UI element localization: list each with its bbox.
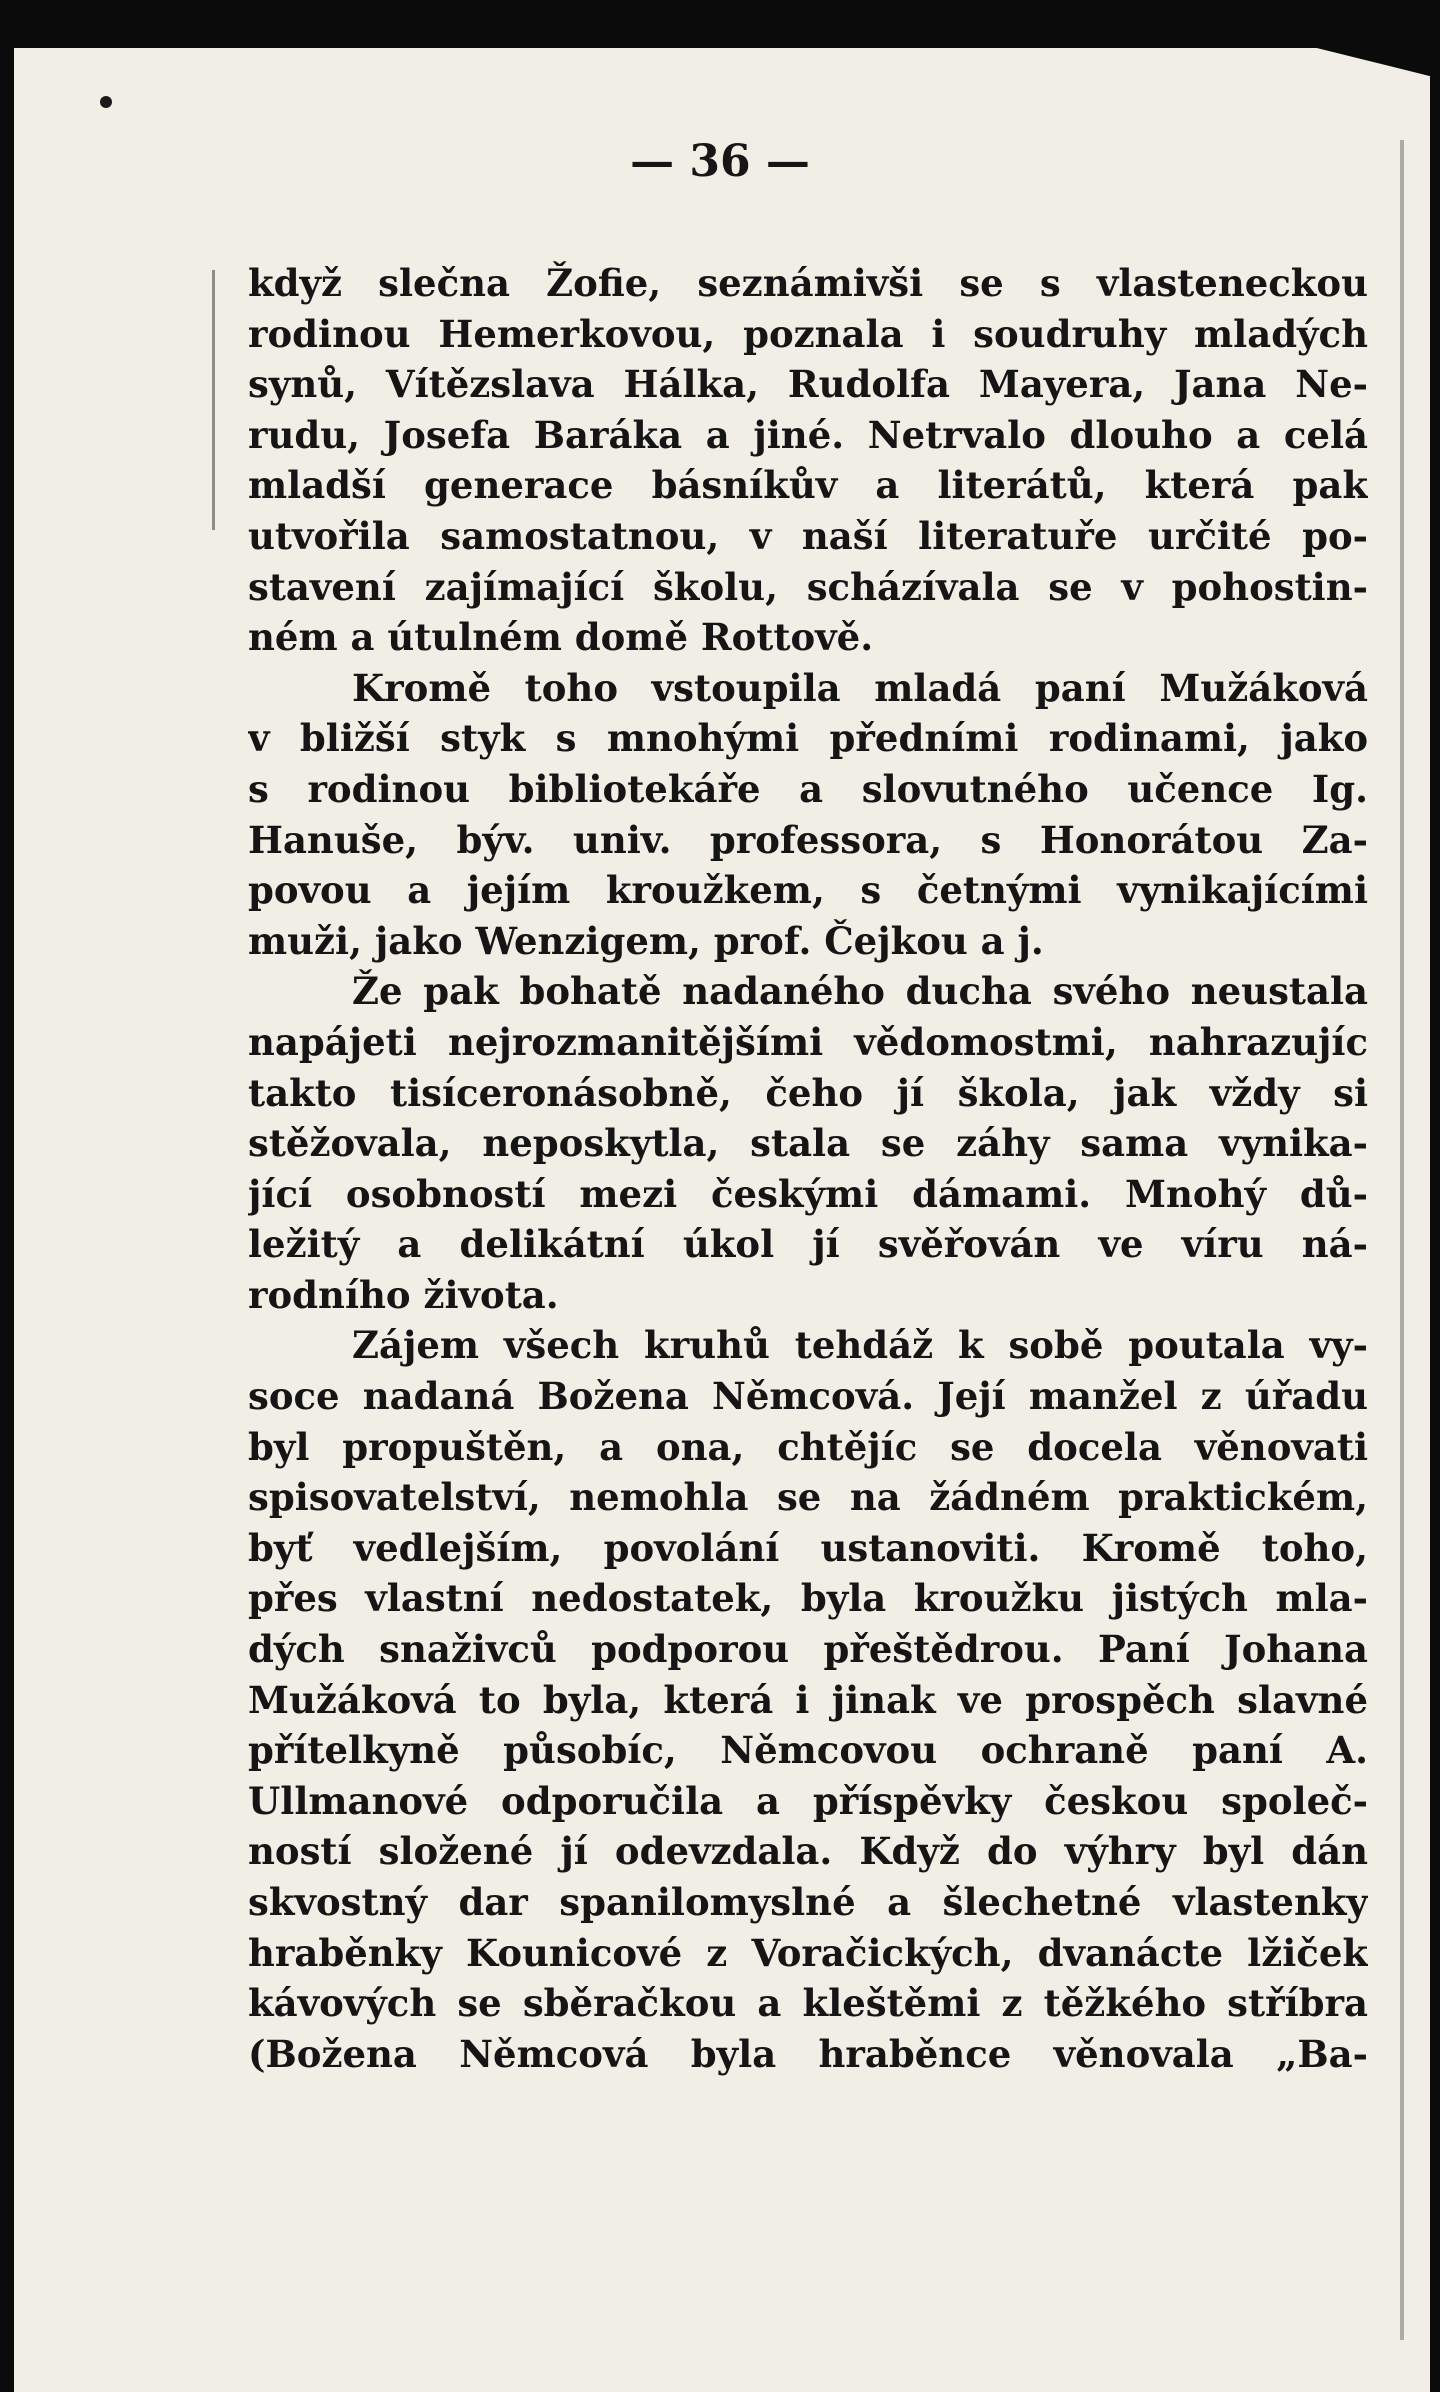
text-line: dých snaživců podporou přeštědrou. Paní Johana <box>248 1627 1368 1672</box>
text-line: (Božena Němcová byla hraběnce věnovala „Ba- <box>248 2031 1368 2076</box>
text-line: Mužáková to byla, která i jinak ve prospěch slavné <box>248 1677 1368 1722</box>
text-line: takto tisíceronásobně, čeho jí škola, jak vždy si <box>248 1070 1368 1115</box>
text-line: ležitý a delikátní úkol jí svěřován ve víru ná- <box>248 1222 1368 1267</box>
text-line: stěžovala, neposkytla, stala se záhy sama vynika- <box>248 1121 1368 1166</box>
text-line: Že pak bohatě nadaného ducha svého neustala <box>352 969 1368 1014</box>
text-line: skvostný dar spanilomyslné a šlechetné vlastenky <box>248 1880 1368 1924</box>
body-text <box>248 258 1368 2079</box>
text-line: s rodinou bibliotekáře a slovutného učence Ig. <box>248 766 1368 811</box>
text-line: rodního života. <box>248 1272 559 1317</box>
margin-binding-shadow <box>1400 140 1404 2340</box>
text-line: jící osobností mezi českými dámami. Mnohý dů- <box>248 1171 1368 1216</box>
text-line: rudu, Josefa Baráka a jiné. Netrvalo dlouho a celá <box>248 412 1368 457</box>
text-line: synů, Vítězslava Hálka, Rudolfa Mayera, Jana Ne- <box>248 362 1368 407</box>
text-line: kávových se sběračkou a kleštěmi z těžkého stříbra <box>248 1981 1368 2026</box>
text-line: mladší generace básníkův a literátů, která pak <box>248 463 1368 508</box>
ink-spot <box>100 96 112 108</box>
text-line: ností složené jí odevzdala. Když do výhry byl dán <box>248 1829 1368 1874</box>
text-line: napájeti nejrozmanitějšími vědomostmi, nahrazujíc <box>248 1019 1368 1064</box>
text-line: Zájem všech kruhů tehdáž k sobě poutala vy- <box>352 1323 1368 1368</box>
text-line: Hanuše, býv. univ. professora, s Honorátou Za- <box>248 817 1368 862</box>
text-line: když slečna Žofie, seznámivši se s vlasteneckou <box>248 261 1368 305</box>
left-margin-mark <box>212 270 215 530</box>
text-line: přes vlastní nedostatek, byla kroužku jistých mla- <box>248 1576 1368 1621</box>
text-line: byl propuštěn, a ona, chtějíc se docela věnovati <box>248 1424 1368 1469</box>
text-line: v bližší styk s mnohými předními rodinami, jako <box>248 716 1368 761</box>
text-line: ném a útulném domě Rottově. <box>248 615 874 660</box>
page-number: — 36 — <box>630 136 810 187</box>
text-line: spisovatelství, nemohla se na žádném praktickém, <box>248 1475 1368 1520</box>
text-line: byť vedlejším, povolání ustanoviti. Kromě toho, <box>248 1525 1368 1570</box>
text-line: Kromě toho vstoupila mladá paní Mužáková <box>352 665 1368 710</box>
text-line: utvořila samostatnou, v naší literatuře určité po- <box>248 513 1368 558</box>
text-line: rodinou Hemerkovou, poznala i soudruhy mladých <box>248 311 1368 356</box>
text-line: Ullmanové odporučila a příspěvky českou společ- <box>248 1778 1368 1823</box>
text-line: stavení zajímající školu, scházívala se v pohostin- <box>248 564 1368 609</box>
text-line: soce nadaná Božena Němcová. Její manžel z úřadu <box>248 1374 1368 1419</box>
text-line: muži, jako Wenzigem, prof. Čejkou a j. <box>248 918 1044 963</box>
text-line: přítelkyně působíc, Němcovou ochraně paní A. <box>248 1728 1368 1773</box>
text-line: hraběnky Kounicové z Voračických, dvanácte lžiček <box>248 1930 1368 1975</box>
text-line: povou a jejím kroužkem, s četnými vynikajícími <box>248 868 1368 913</box>
